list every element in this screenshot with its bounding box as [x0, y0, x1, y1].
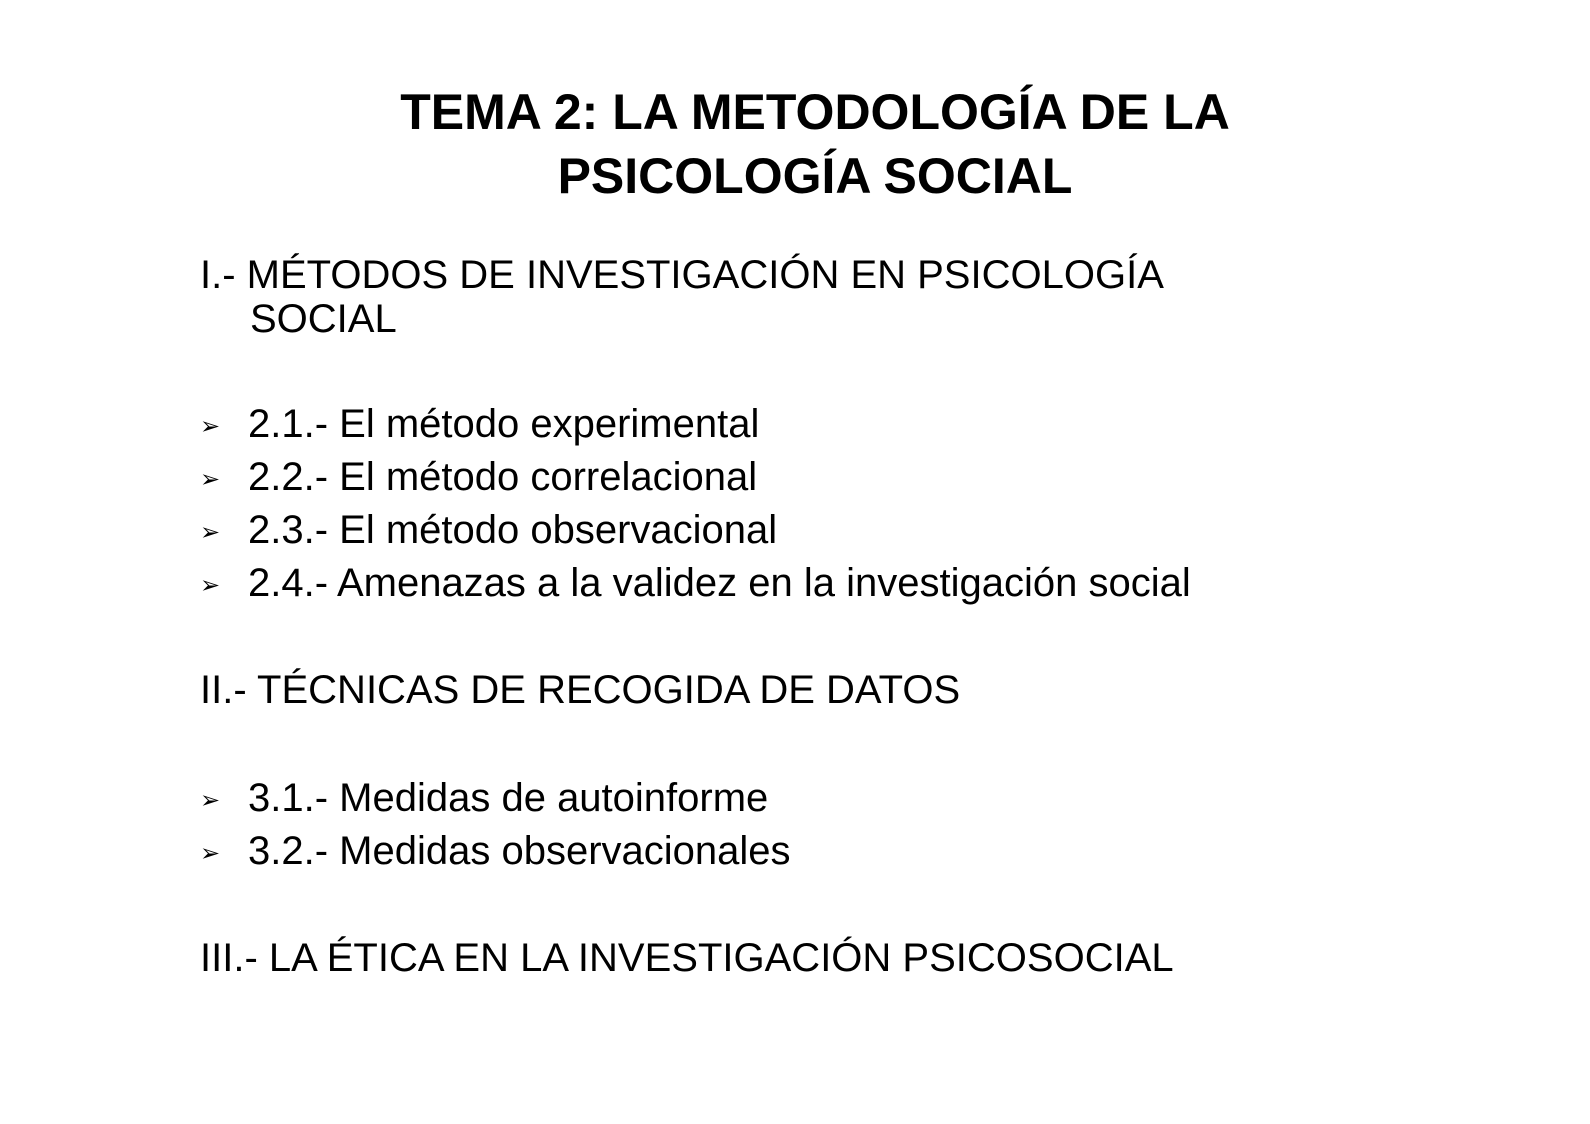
arrow-bullet-icon: ➢	[200, 840, 221, 867]
slide-title-line-1: TEMA 2: LA METODOLOGÍA DE LA	[400, 84, 1230, 140]
section-2-heading: II.- TÉCNICAS DE RECOGIDA DE DATOS	[200, 668, 961, 712]
list-item-text: 2.4.- Amenazas a la validez en la investigación social	[248, 561, 1191, 605]
section-1-list	[200, 398, 1191, 610]
list-item-text: 3.2.- Medidas observacionales	[248, 829, 791, 873]
list-item-text: 2.1.- El método experimental	[248, 402, 760, 446]
section-2-list	[200, 772, 791, 878]
slide-title-line-2: PSICOLOGÍA SOCIAL	[557, 148, 1073, 204]
section-1-heading	[200, 253, 1350, 341]
slide-title	[200, 80, 1430, 208]
arrow-bullet-icon: ➢	[200, 413, 221, 440]
section-1-heading-line-1: I.- MÉTODOS DE INVESTIGACIÓN EN PSICOLOGÍA	[200, 253, 1164, 297]
section-3-heading: III.- LA ÉTICA EN LA INVESTIGACIÓN PSICOSOCIAL	[200, 936, 1174, 980]
list-item	[200, 557, 1191, 610]
section-1-heading-line-2: SOCIAL	[250, 297, 397, 341]
list-item-text: 2.3.- El método observacional	[248, 508, 778, 552]
list-item	[200, 825, 791, 878]
list-item	[200, 504, 1191, 557]
list-item	[200, 451, 1191, 504]
list-item	[200, 398, 1191, 451]
list-item	[200, 772, 791, 825]
list-item-text: 3.1.- Medidas de autoinforme	[248, 776, 769, 820]
arrow-bullet-icon: ➢	[200, 519, 221, 546]
arrow-bullet-icon: ➢	[200, 466, 221, 493]
arrow-bullet-icon: ➢	[200, 787, 221, 814]
arrow-bullet-icon: ➢	[200, 572, 221, 599]
list-item-text: 2.2.- El método correlacional	[248, 455, 758, 499]
